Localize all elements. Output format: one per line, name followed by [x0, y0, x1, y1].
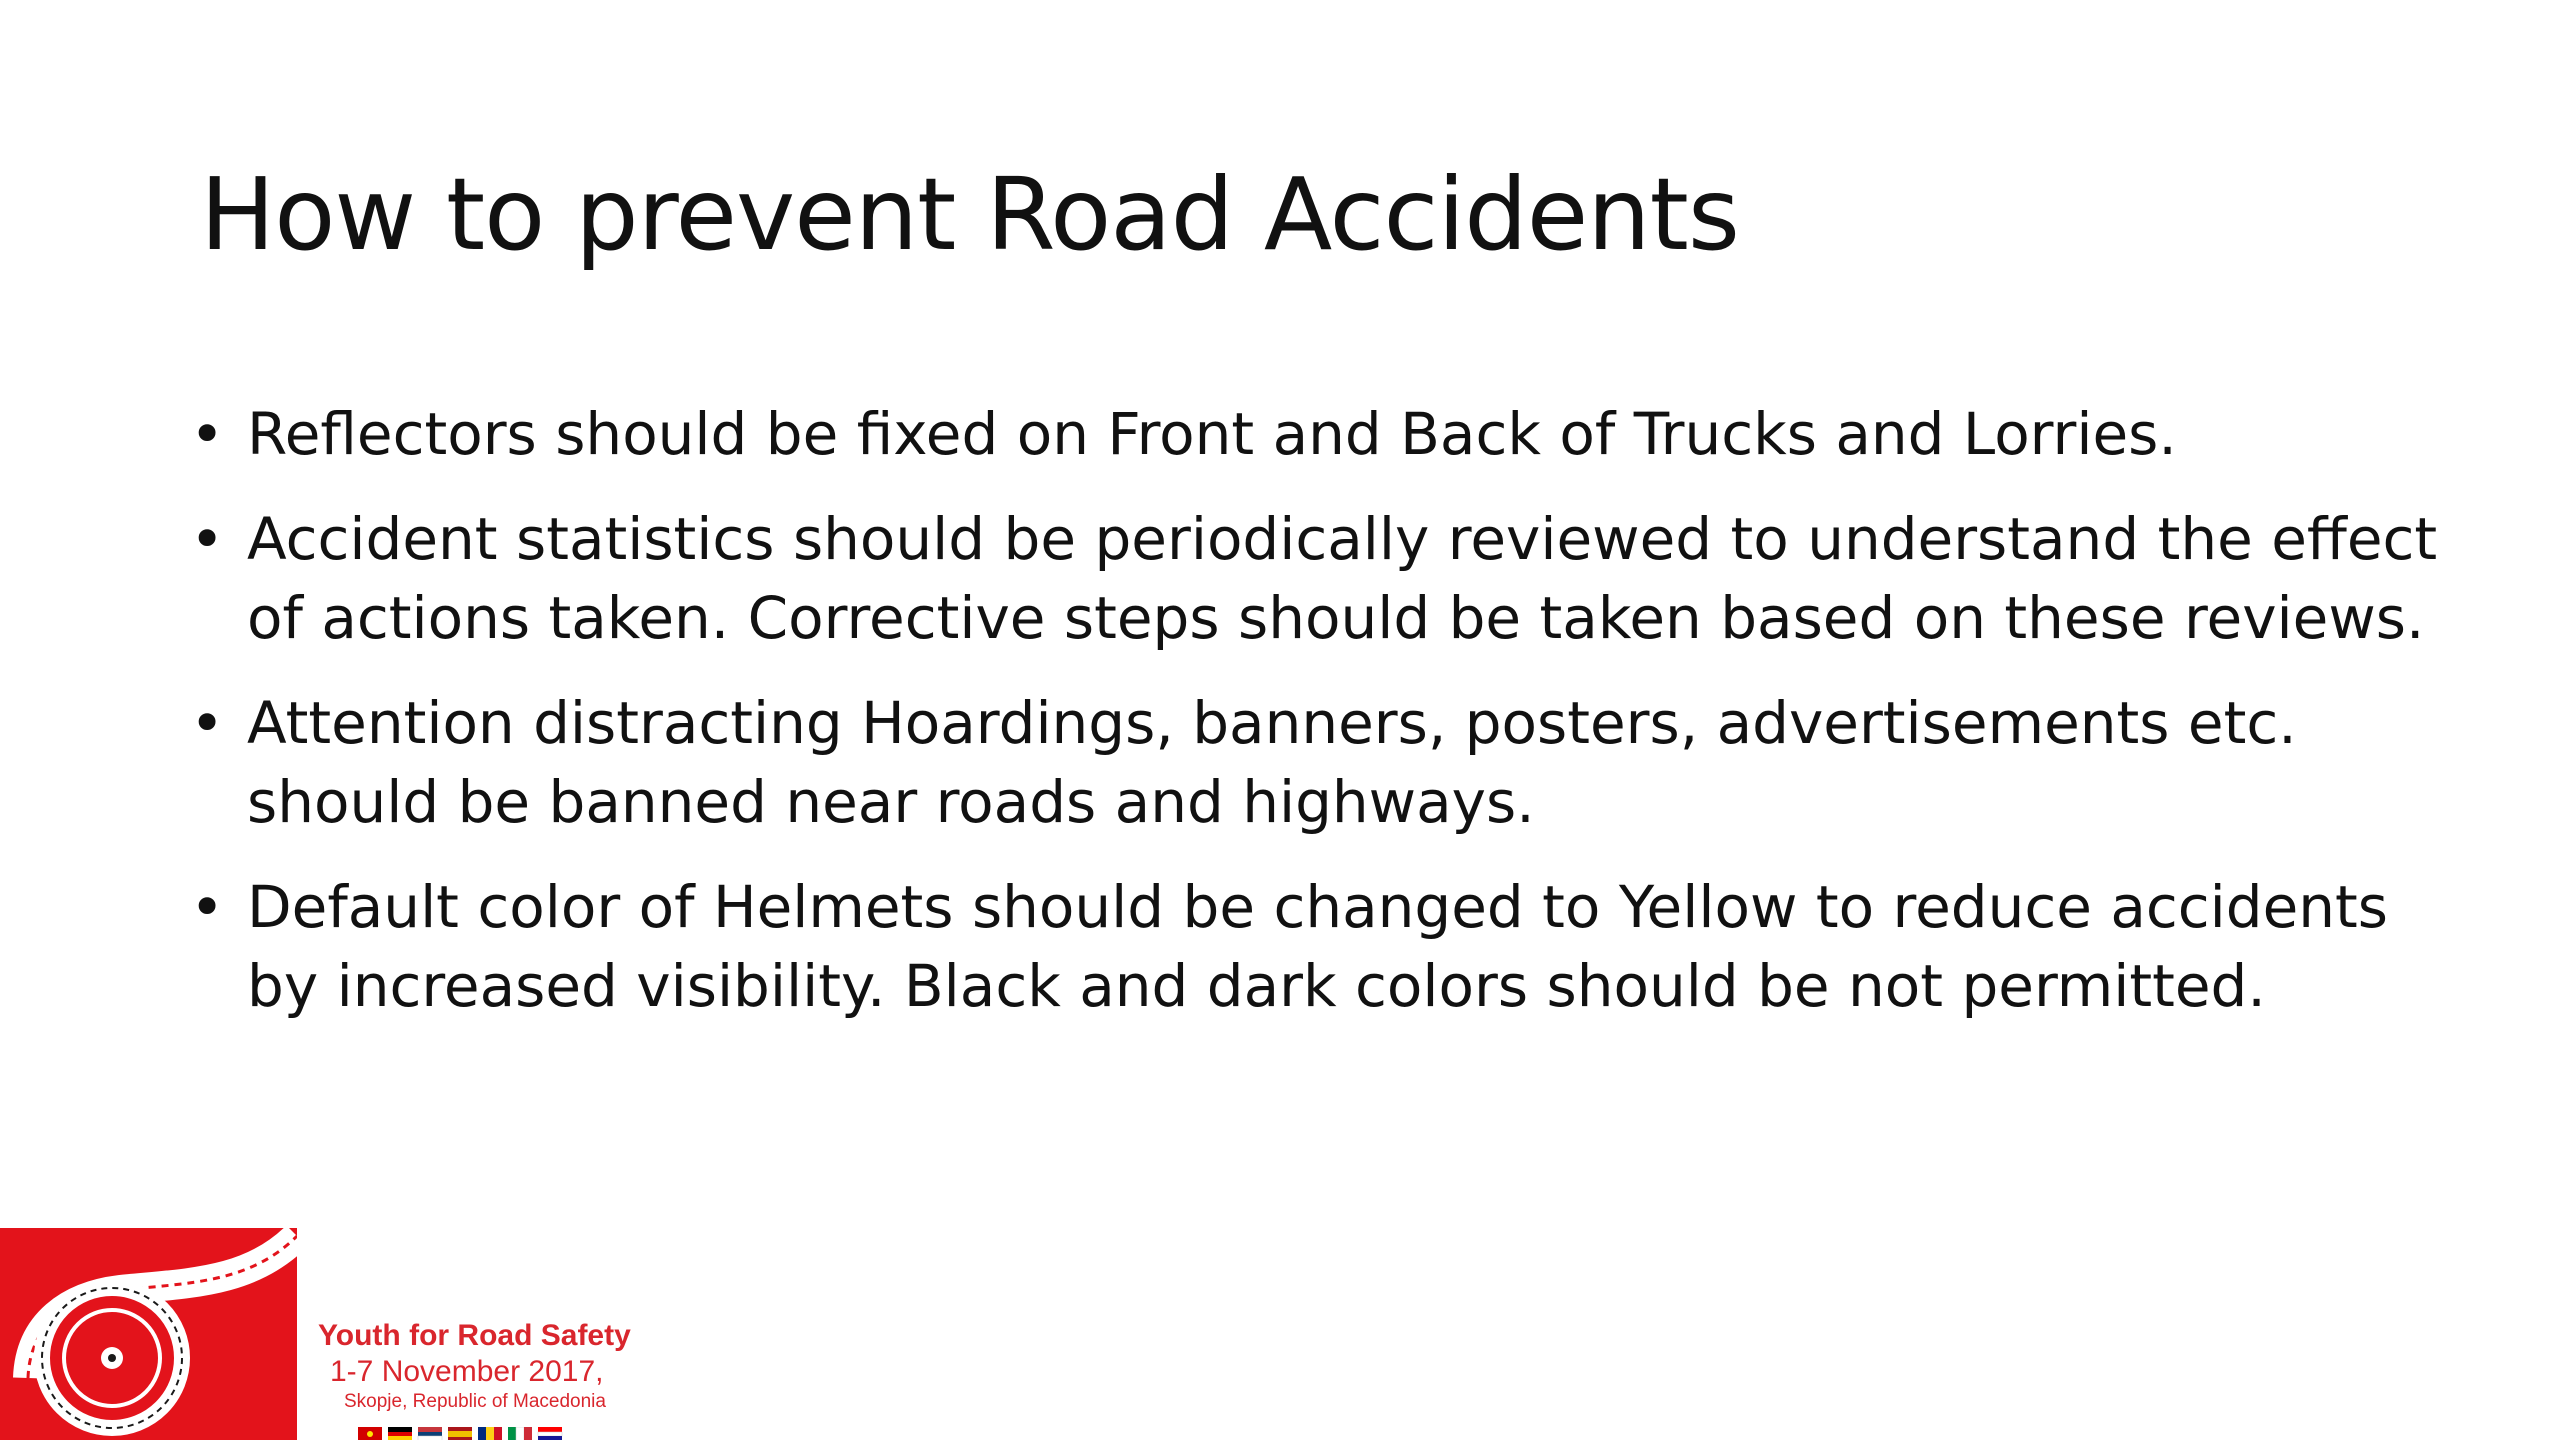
bullet-mark: • [190, 505, 225, 573]
event-place: Skopje, Republic of Macedonia [344, 1391, 606, 1412]
bullet-mark: • [190, 400, 225, 468]
flag-icon [538, 1427, 562, 1440]
bullet-item [190, 500, 2450, 658]
participant-flags-icon [358, 1427, 608, 1440]
slide-title: How to prevent Road Accidents [200, 156, 1739, 273]
event-dates: 1-7 November 2017, [330, 1355, 604, 1388]
bullet-mark: • [190, 873, 225, 941]
event-info [318, 1318, 658, 1414]
bullet-text: Reflectors should be fixed on Front and Back of Trucks and Lorries. [247, 400, 2177, 468]
bullet-item [190, 395, 2450, 474]
road-wheel-logo-icon [0, 1228, 297, 1440]
bullet-list [190, 395, 2450, 1052]
flag-icon [388, 1427, 412, 1440]
bullet-item [190, 684, 2450, 842]
flag-icon [418, 1427, 442, 1440]
flag-icon [508, 1427, 532, 1440]
bullet-text: Attention distracting Hoardings, banners, posters, advertisements etc. should be banned near roads and highways. [247, 689, 2297, 836]
bullet-mark: • [190, 689, 225, 757]
bullet-item [190, 868, 2450, 1026]
bullet-text: Accident statistics should be periodically reviewed to understand the effect of actions taken. Corrective steps should be taken based on these reviews. [247, 505, 2438, 652]
event-name: Youth for Road Safety [318, 1319, 631, 1352]
flag-icon [448, 1427, 472, 1440]
flag-icon [358, 1427, 382, 1440]
logo-wheel-axle [108, 1354, 116, 1362]
flag-icon [478, 1427, 502, 1440]
bullet-text: Default color of Helmets should be changed to Yellow to reduce accidents by increased visibility. Black and dark colors should be not permitted. [247, 873, 2388, 1020]
